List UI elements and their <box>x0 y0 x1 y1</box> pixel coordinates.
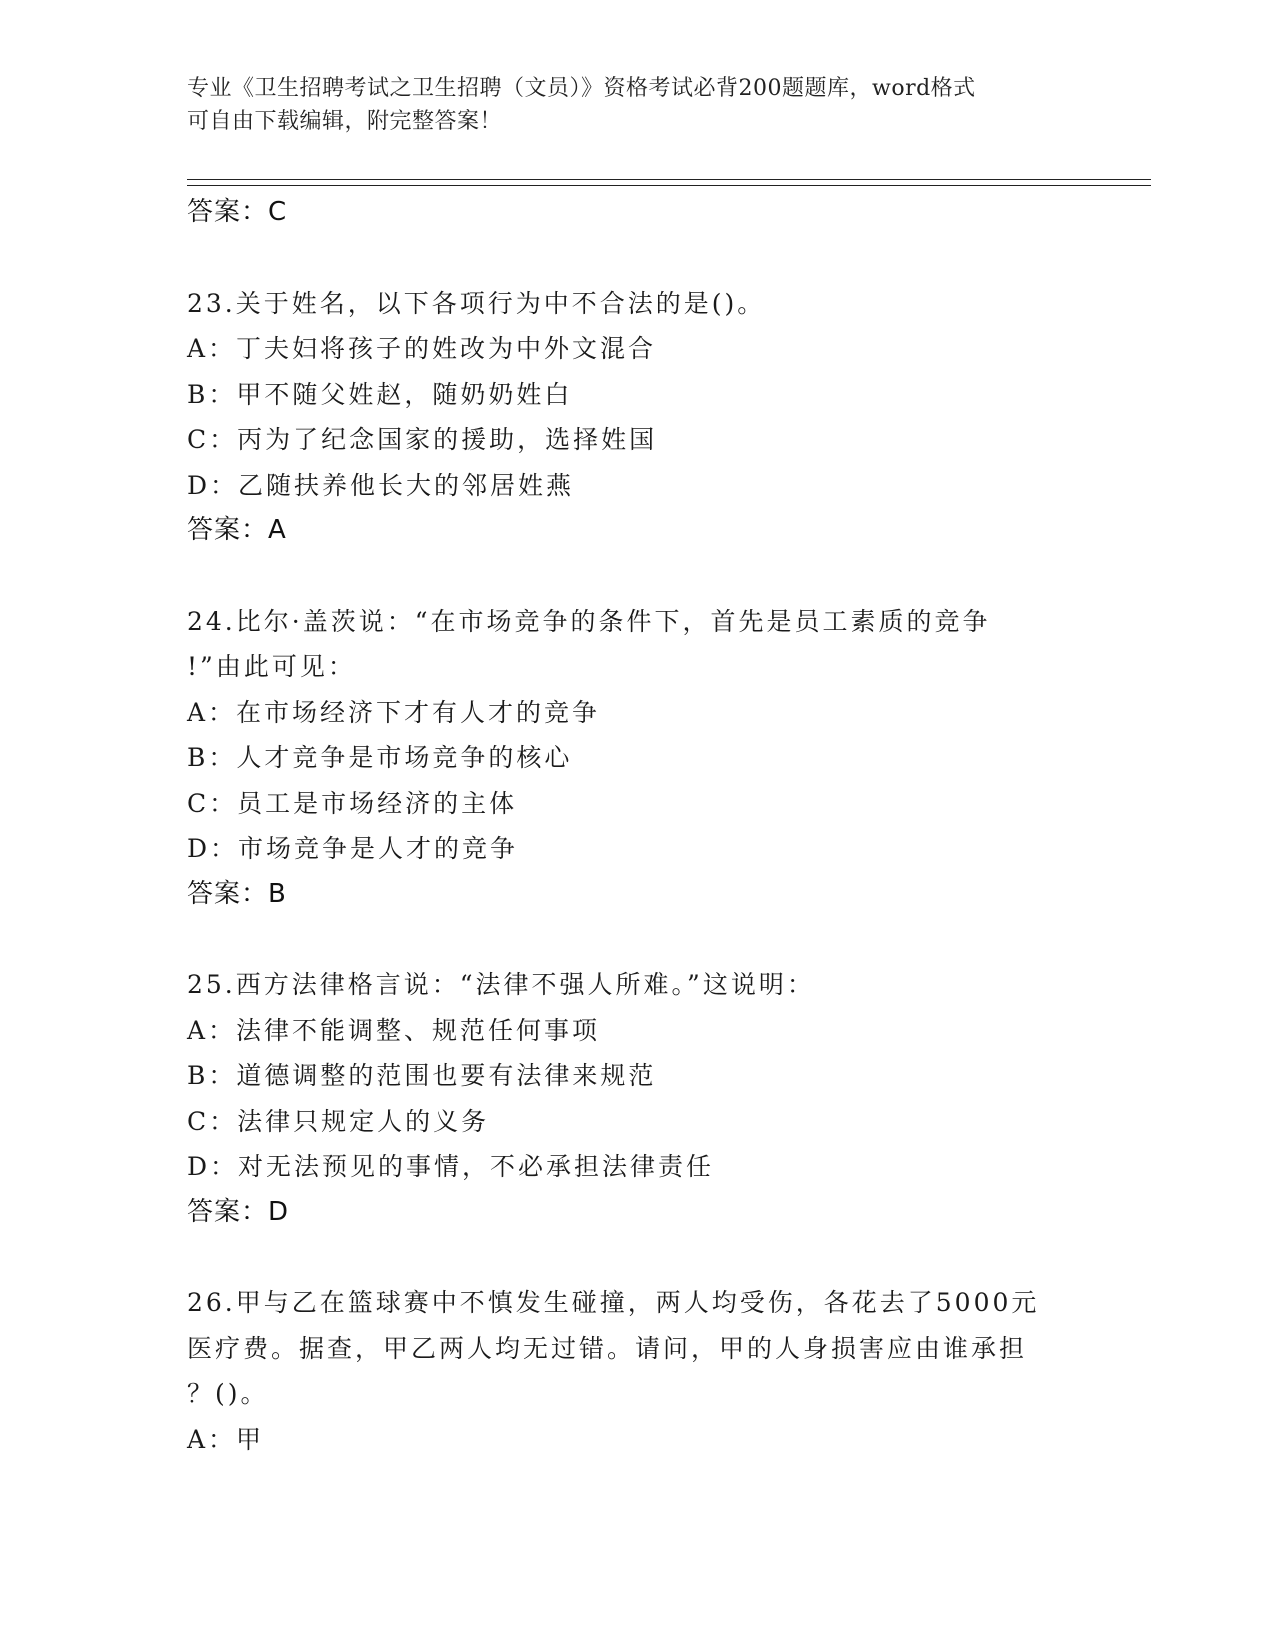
option-a: A：甲 <box>187 1424 265 1454</box>
question-block <box>187 1280 1087 1462</box>
header-line-1: 专业《卫生招聘考试之卫生招聘（文员）》资格考试必背200题题库，word格式 <box>187 76 976 101</box>
option-d: D：乙随扶养他长大的邻居姓燕 <box>187 470 575 500</box>
question-block <box>187 962 1087 1235</box>
question-list <box>187 190 1087 1462</box>
answer-line: 答案：D <box>187 1196 290 1227</box>
spacer <box>187 236 1087 281</box>
question-text: 26.甲与乙在篮球赛中不慎发生碰撞，两人均受伤，各花去了5000元 <box>187 1288 1040 1317</box>
option-a: A：在市场经济下才有人才的竞争 <box>187 697 601 727</box>
header-line-2: 可自由下载编辑，附完整答案！ <box>187 109 503 134</box>
question-block <box>187 281 1087 554</box>
spacer <box>187 1235 1087 1280</box>
answer-line: 答案：A <box>187 515 287 545</box>
question-text-continued: ？()。 <box>187 1379 269 1408</box>
option-d: D：市场竞争是人才的竞争 <box>187 834 519 863</box>
spacer <box>187 917 1087 962</box>
option-c: C：丙为了纪念国家的援助，选择姓国 <box>187 425 658 454</box>
question-text: 25.西方法律格言说：“法律不强人所难。”这说明： <box>187 970 815 999</box>
header-divider-bottom <box>187 185 1151 186</box>
question-text: 24.比尔·盖茨说：“在市场竞争的条件下，首先是员工素质的竞争 <box>187 606 991 636</box>
question-text: 23.关于姓名，以下各项行为中不合法的是()。 <box>187 288 766 318</box>
option-a: A：丁夫妇将孩子的姓改为中外文混合 <box>187 334 657 363</box>
option-b: B：人才竞争是市场竞争的核心 <box>187 743 573 772</box>
page-header <box>187 72 1067 138</box>
answer-line: 答案：C <box>187 197 288 227</box>
question-text-continued: !”由此可见： <box>187 652 356 681</box>
option-a: A：法律不能调整、规范任何事项 <box>187 1015 601 1045</box>
answer-line: 答案：B <box>187 878 287 909</box>
question-text-continued: 医疗费。据查，甲乙两人均无过错。请问，甲的人身损害应由谁承担 <box>187 1333 1028 1363</box>
option-b: B：道德调整的范围也要有法律来规范 <box>187 1061 657 1090</box>
header-divider-top <box>187 179 1151 180</box>
option-c: C：法律只规定人的义务 <box>187 1106 490 1136</box>
option-d: D：对无法预见的事情，不必承担法律责任 <box>187 1152 715 1181</box>
option-c: C：员工是市场经济的主体 <box>187 788 518 818</box>
question-block <box>187 599 1087 918</box>
option-b: B：甲不随父姓赵，随奶奶姓白 <box>187 379 573 409</box>
spacer <box>187 554 1087 599</box>
